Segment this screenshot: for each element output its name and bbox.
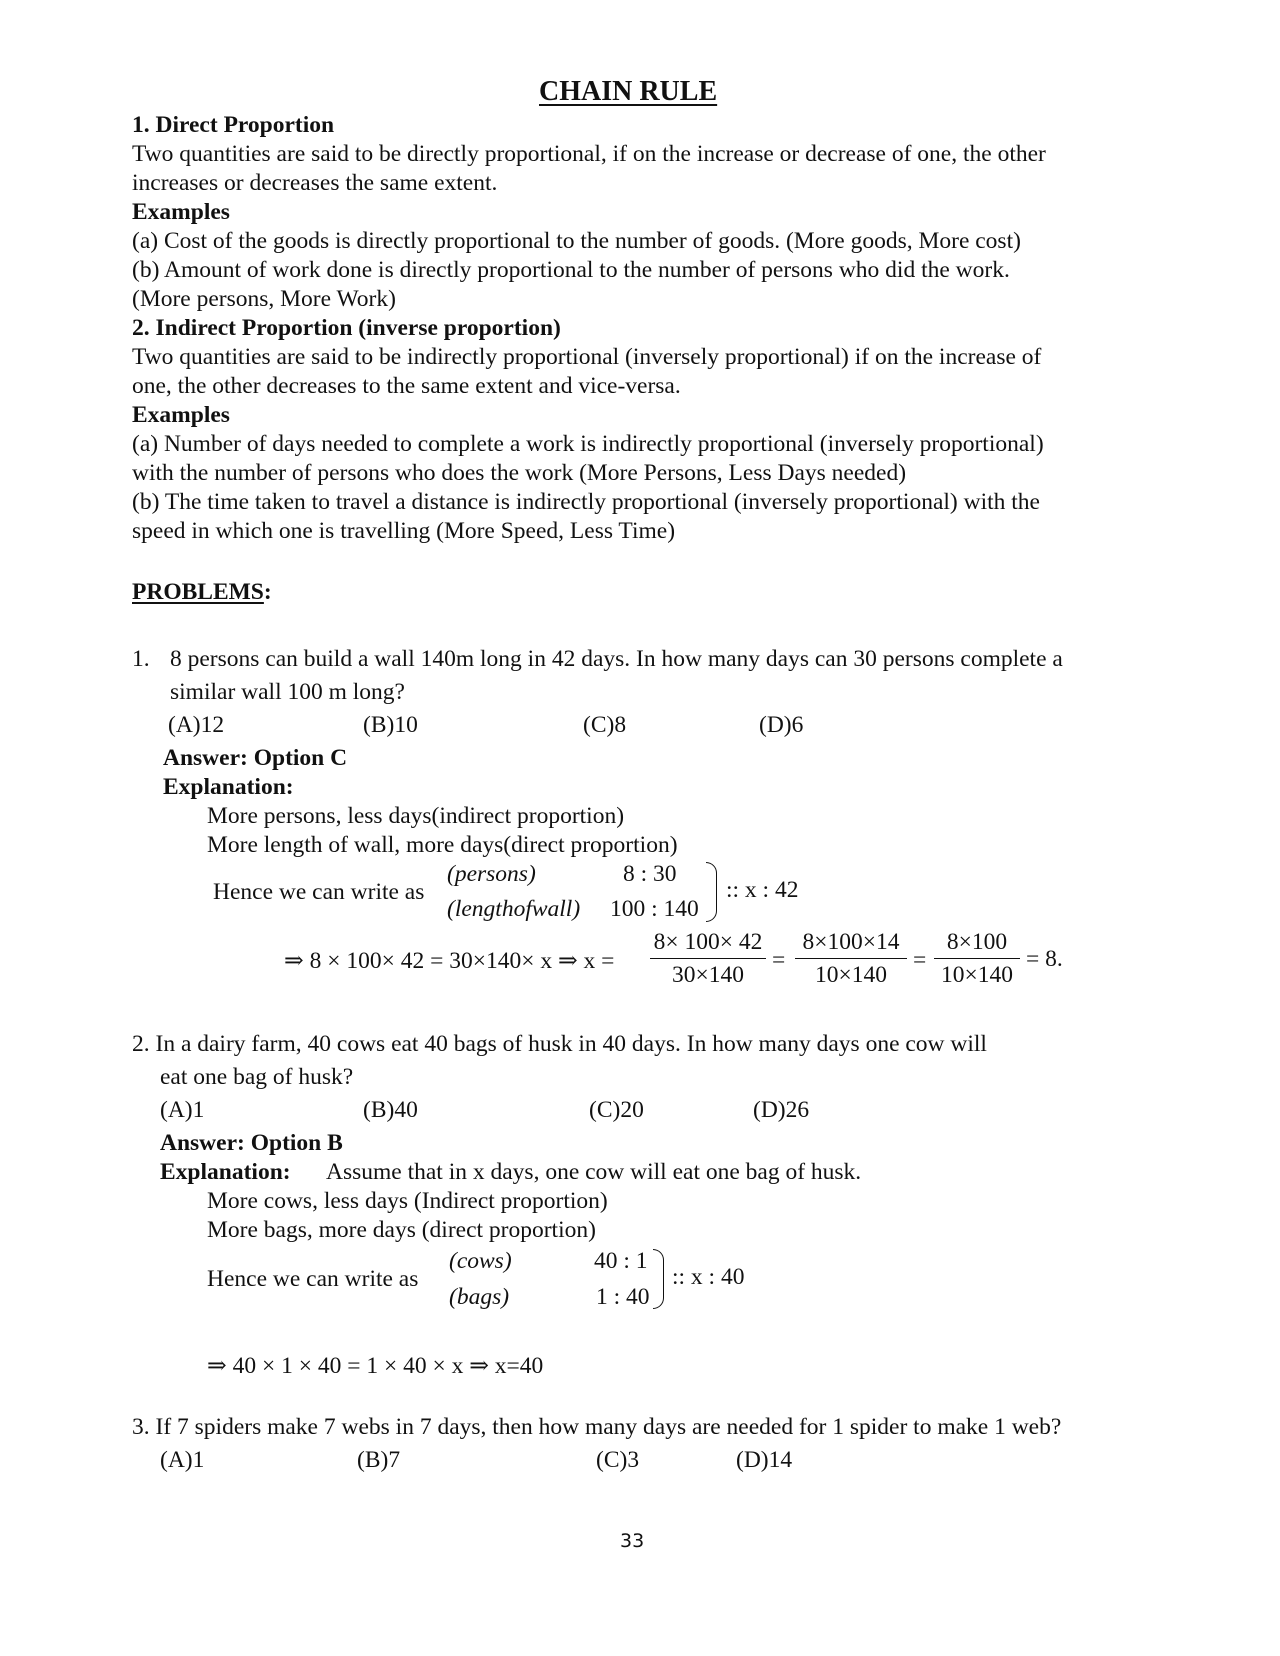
problem2-explanation-label: Explanation:: [160, 1159, 291, 1185]
problem3-question: 3. If 7 spiders make 7 webs in 7 days, then how many days are needed for 1 spider to make 1 web?: [132, 1414, 1062, 1440]
problem1-frac1-denominator: 30×140: [671, 962, 744, 988]
problem2-answer: Answer: Option B: [160, 1130, 343, 1156]
problem1-fraction-2: [795, 929, 907, 989]
problem1-number: 1.: [132, 646, 150, 672]
problem1-row1-label: (persons): [447, 861, 536, 887]
examples-heading-indirect: Examples: [132, 402, 230, 428]
direct-example-b-line1: (b) Amount of work done is directly proportional to the number of persons who did the work.: [132, 257, 1010, 283]
problem1-right-brace: [706, 862, 717, 922]
problems-heading: [132, 578, 272, 607]
problem1-question-line2: similar wall 100 m long?: [170, 679, 405, 705]
problem2-step2: More bags, more days (direct proportion): [207, 1217, 596, 1243]
problem1-equals-1: =: [772, 947, 786, 973]
problem1-fraction-3: [934, 929, 1020, 989]
problem1-option-c: (C)8: [583, 712, 627, 738]
problem1-frac3-numerator: 8×100: [946, 929, 1008, 955]
problem2-option-c: (C)20: [589, 1097, 644, 1123]
section-heading-direct-proportion: 1. Direct Proportion: [132, 112, 335, 138]
problem2-step1: More cows, less days (Indirect proportion): [207, 1188, 608, 1214]
page-number: 33: [620, 1530, 645, 1552]
problem1-hence-text: Hence we can write as: [213, 879, 425, 905]
problem1-frac2-numerator: 8×100×14: [802, 929, 900, 955]
problem1-result: = 8.: [1026, 946, 1063, 972]
problem1-proportion: :: x : 42: [726, 877, 799, 903]
problem2-option-d: (D)26: [753, 1097, 810, 1123]
problem1-row2-ratio: 100 : 140: [610, 896, 699, 922]
problem2-row1-label: (cows): [449, 1248, 512, 1274]
problem2-row2-label: (bags): [449, 1284, 510, 1310]
problem2-right-brace: [653, 1249, 664, 1309]
problem1-fraction-1: [650, 929, 766, 989]
problem1-option-a: (A)12: [168, 712, 225, 738]
problem1-option-b: (B)10: [363, 712, 418, 738]
direct-example-b-line2: (More persons, More Work): [132, 286, 396, 312]
indirect-definition-line2: one, the other decreases to the same extent and vice-versa.: [132, 373, 681, 399]
problem1-option-d: (D)6: [759, 712, 804, 738]
indirect-example-b-line1: (b) The time taken to travel a distance is indirectly proportional (inversely proportional) with the: [132, 489, 1040, 515]
indirect-example-a-line2: with the number of persons who does the work (More Persons, Less Days needed): [132, 460, 907, 486]
direct-example-a: (a) Cost of the goods is directly proportional to the number of goods. (More goods, More cost): [132, 228, 1021, 254]
problems-heading-text: PROBLEMS: [132, 579, 264, 605]
section-heading-indirect-proportion: 2. Indirect Proportion (inverse proportion): [132, 315, 561, 341]
problem1-row2-label: (lengthofwall): [447, 896, 581, 922]
problem2-proportion: :: x : 40: [672, 1264, 745, 1290]
problem2-option-b: (B)40: [363, 1097, 418, 1123]
problem2-row1-ratio: 40 : 1: [594, 1248, 648, 1274]
problem1-explanation-label: Explanation:: [163, 774, 294, 800]
problem2-option-a: (A)1: [160, 1097, 205, 1123]
problem3-option-b: (B)7: [357, 1447, 401, 1473]
examples-heading-direct: Examples: [132, 199, 230, 225]
problem1-frac2-denominator: 10×140: [814, 962, 887, 988]
problem3-option-c: (C)3: [596, 1447, 640, 1473]
problem2-question-line2: eat one bag of husk?: [160, 1064, 354, 1090]
problem3-option-a: (A)1: [160, 1447, 205, 1473]
fraction-bar: [650, 958, 766, 959]
page-title: CHAIN RULE: [539, 76, 718, 107]
problem1-equation-lhs: ⇒ 8 × 100× 42 = 30×140× x ⇒ x =: [284, 948, 615, 974]
problem2-row2-ratio: 1 : 40: [596, 1284, 650, 1310]
fraction-bar: [934, 958, 1020, 959]
indirect-example-a-line1: (a) Number of days needed to complete a work is indirectly proportional (inversely proportional): [132, 431, 1044, 457]
problem2-question-line1: 2. In a dairy farm, 40 cows eat 40 bags of husk in 40 days. In how many days one cow will: [132, 1031, 987, 1057]
problem1-answer: Answer: Option C: [163, 745, 348, 771]
indirect-example-b-line2: speed in which one is travelling (More Speed, Less Time): [132, 518, 676, 544]
problem1-row1-ratio: 8 : 30: [623, 861, 677, 887]
problem1-frac1-numerator: 8× 100× 42: [653, 929, 763, 955]
direct-definition-line2: increases or decreases the same extent.: [132, 170, 498, 196]
indirect-definition-line1: Two quantities are said to be indirectly proportional (inversely proportional) if on the increase of: [132, 344, 1042, 370]
fraction-bar: [795, 958, 907, 959]
problem3-option-d: (D)14: [736, 1447, 793, 1473]
problem2-final-equation: ⇒ 40 × 1 × 40 = 1 × 40 × x ⇒ x=40: [207, 1353, 544, 1379]
problems-heading-colon: :: [263, 579, 272, 605]
problem1-step2: More length of wall, more days(direct proportion): [207, 832, 678, 858]
direct-definition-line1: Two quantities are said to be directly proportional, if on the increase or decrease of one, the other: [132, 141, 1046, 167]
problem2-hence-text: Hence we can write as: [207, 1266, 419, 1292]
problem1-equals-2: =: [913, 947, 927, 973]
problem1-frac3-denominator: 10×140: [940, 962, 1013, 988]
problem2-explanation-text: Assume that in x days, one cow will eat one bag of husk.: [326, 1159, 862, 1185]
problem1-step1: More persons, less days(indirect proportion): [207, 803, 625, 829]
problem1-question-line1: 8 persons can build a wall 140m long in 42 days. In how many days can 30 persons complete a: [170, 646, 1063, 672]
